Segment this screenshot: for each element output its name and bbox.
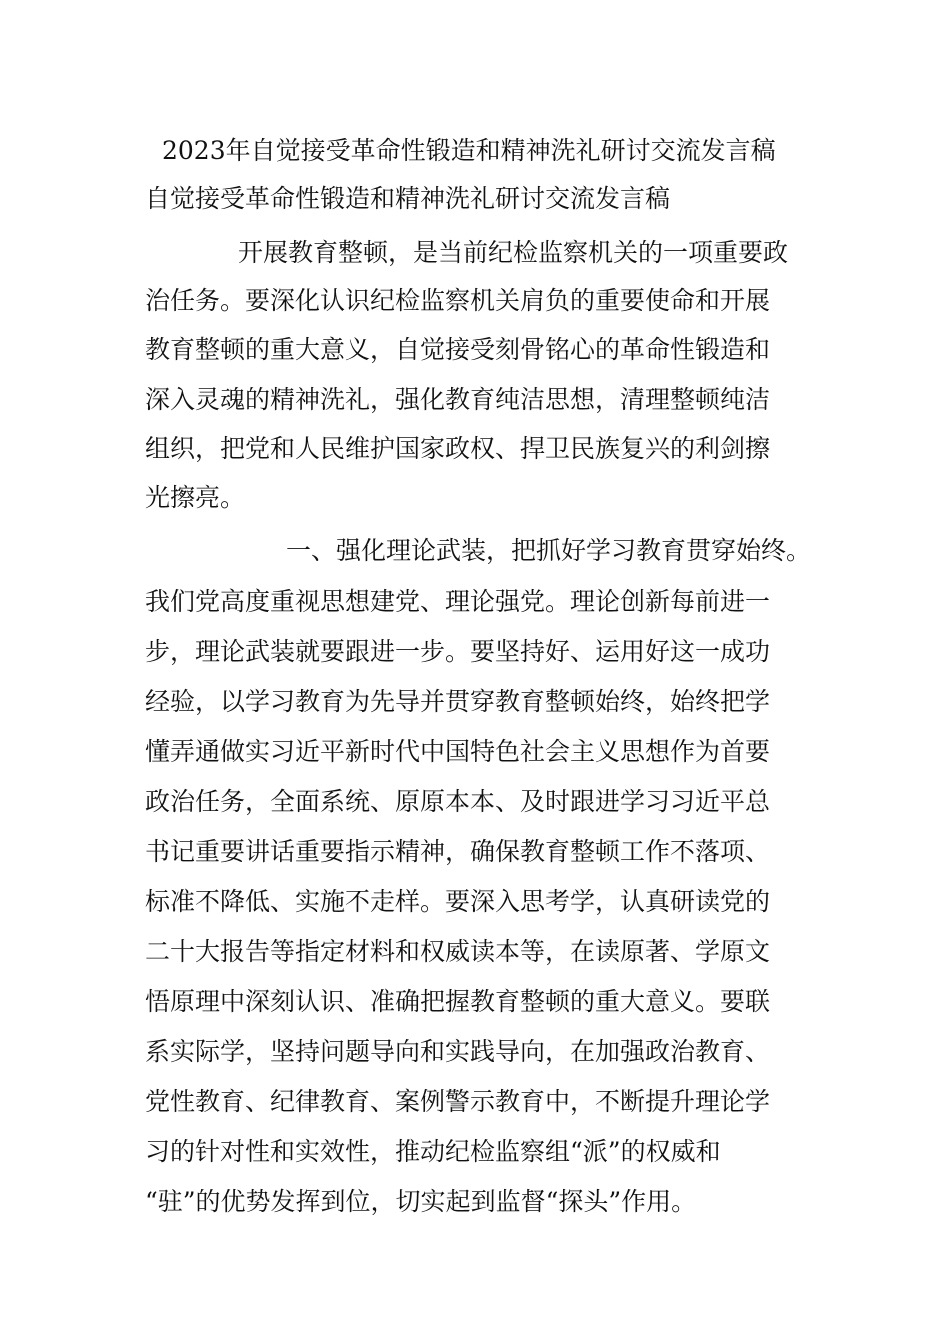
document-subtitle: 自觉接受革命性锻造和精神洗礼研讨交流发言稿 xyxy=(145,184,671,213)
paragraph-line: 系实际学，坚持问题导向和实践导向，在加强政治教育、 xyxy=(145,1037,771,1066)
paragraph-line: 开展教育整顿，是当前纪检监察机关的一项重要政 xyxy=(238,238,789,267)
paragraph-line: 光擦亮。 xyxy=(145,483,246,512)
paragraph-line: 教育整顿的重大意义，自觉接受刻骨铭心的革命性锻造和 xyxy=(145,335,771,364)
paragraph-line: 习的针对性和实效性，推动纪检监察组“派”的权威和 xyxy=(145,1137,721,1166)
paragraph-line: “驻”的优势发挥到位，切实起到监督“探头”作用。 xyxy=(145,1187,697,1216)
paragraph-line: 组织，把党和人民维护国家政权、捍卫民族复兴的利剑擦 xyxy=(145,434,771,463)
paragraph-line: 我们党高度重视思想建党、理论强党。理论创新每前进一 xyxy=(145,587,771,616)
paragraph-line: 治任务。要深化认识纪检监察机关肩负的重要使命和开展 xyxy=(145,286,771,315)
paragraph-line: 步，理论武装就要跟进一步。要坚持好、运用好这一成功 xyxy=(145,637,771,666)
section-heading: 一、强化理论武装，把抓好学习教育贯穿始终。 xyxy=(286,536,812,565)
document-title: 2023年自觉接受革命性锻造和精神洗礼研讨交流发言稿 xyxy=(162,136,776,165)
paragraph-line: 党性教育、纪律教育、案例警示教育中，不断提升理论学 xyxy=(145,1087,771,1116)
paragraph-line: 深入灵魂的精神洗礼，强化教育纯洁思想，清理整顿纯洁 xyxy=(145,385,771,414)
paragraph-line: 政治任务，全面系统、原原本本、及时跟进学习习近平总 xyxy=(145,787,771,816)
paragraph-line: 悟原理中深刻认识、准确把握教育整顿的重大意义。要联 xyxy=(145,987,771,1016)
paragraph-line: 懂弄通做实习近平新时代中国特色社会主义思想作为首要 xyxy=(145,737,771,766)
paragraph-line: 书记重要讲话重要指示精神，确保教育整顿工作不落项、 xyxy=(145,837,771,866)
paragraph-line: 标准不降低、实施不走样。要深入思考学，认真研读党的 xyxy=(145,887,771,916)
paragraph-line: 二十大报告等指定材料和权威读本等，在读原著、学原文 xyxy=(145,937,771,966)
paragraph-line: 经验，以学习教育为先导并贯穿教育整顿始终，始终把学 xyxy=(145,687,771,716)
